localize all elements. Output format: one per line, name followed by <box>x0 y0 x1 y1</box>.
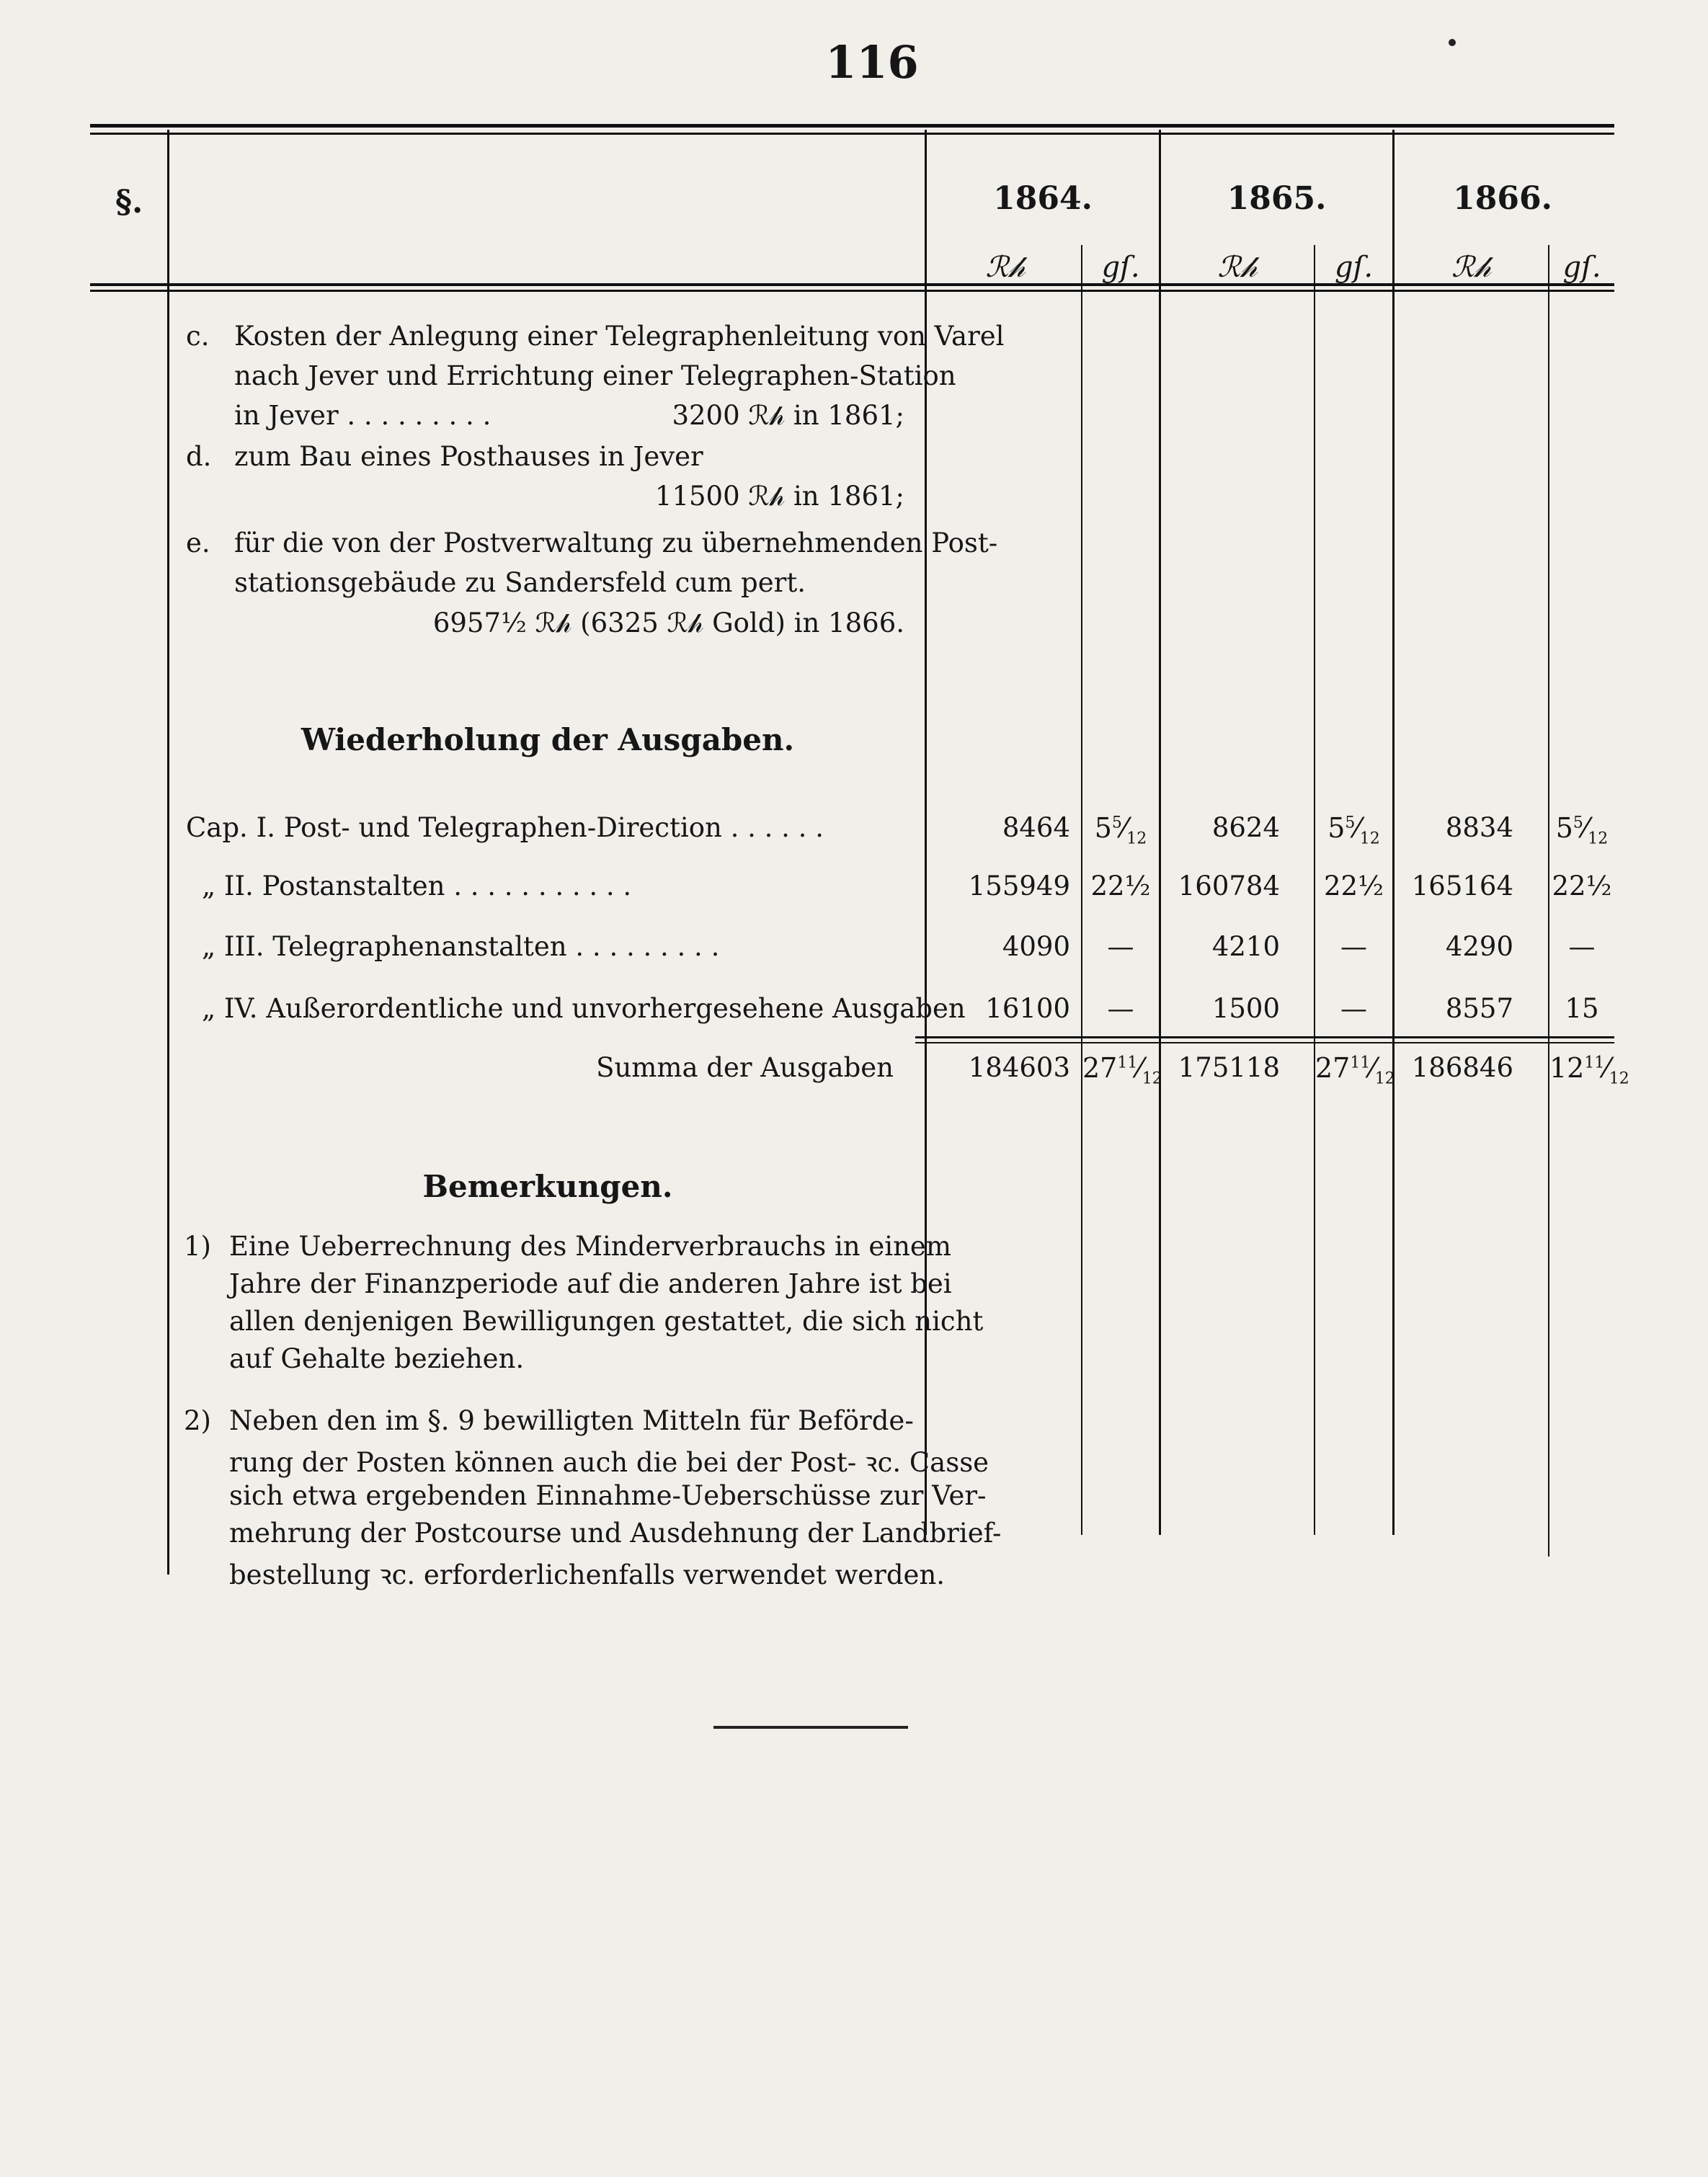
summary-row-1-v1865: 8624 <box>1211 812 1280 843</box>
remark-2-line-4: mehrung der Postcourse und Ausdehnung der Landbrief- <box>229 1518 1002 1549</box>
remark-2-line-3: sich etwa ergebenden Einnahme-Ueberschüsse zur Ver- <box>229 1480 987 1511</box>
end-rule <box>713 1726 908 1729</box>
header-rule-2 <box>90 290 1614 292</box>
item-c-line3-right: 3200 ℛ𝒽 in 1861; <box>672 400 904 431</box>
unit-groschen-1865: gſ. <box>1334 251 1374 284</box>
summary-row-3-g1866: — <box>1568 931 1596 962</box>
section-symbol: §. <box>115 184 143 221</box>
sum-rule-1866 <box>1395 1036 1614 1038</box>
summary-row-2-g1864: 22½ <box>1090 871 1151 901</box>
summary-row-3-g1864: — <box>1107 931 1134 962</box>
remark-2-line-1: Neben den im §. 9 bewilligten Mitteln für Beförde- <box>229 1405 914 1436</box>
sum-rule-1864 <box>915 1036 1160 1038</box>
item-e-line1: für die von der Postverwaltung zu übernehmenden Post- <box>234 527 998 558</box>
summary-row-1-label: Cap. I. Post- und Telegraphen-Direction . . . . . . <box>186 812 824 843</box>
top-rule-2 <box>90 133 1614 135</box>
total-v1865: 175118 <box>1178 1052 1280 1083</box>
item-d-line1: zum Bau eines Posthauses in Jever <box>234 441 703 472</box>
top-rule-1 <box>90 124 1614 128</box>
item-c-line1: Kosten der Anlegung einer Telegraphenleitung von Varel <box>234 321 1005 352</box>
summary-row-4-label: „ IV. Außerordentliche und unvorhergesehene Ausgaben <box>202 993 966 1024</box>
total-g1866: $12^{11}⁄_{12}$ <box>1549 1052 1629 1088</box>
summary-row-4-g1864: — <box>1107 993 1134 1024</box>
remark-2-line-2: rung der Posten können auch die bei der Post- ꝛc. Casse <box>229 1447 989 1478</box>
remarks-heading: Bemerkungen. <box>422 1169 673 1204</box>
summary-heading: Wiederholung der Ausgaben. <box>301 722 795 757</box>
year-1865: 1865. <box>1227 180 1327 217</box>
remark-1-line-4: auf Gehalte beziehen. <box>229 1343 525 1374</box>
summary-row-3-v1864: 4090 <box>1002 931 1070 962</box>
total-g1864: $27^{11}⁄_{12}$ <box>1082 1052 1162 1088</box>
total-label: Summa der Ausgaben <box>596 1052 894 1083</box>
summary-row-3-g1865: — <box>1340 931 1367 962</box>
year-1864: 1864. <box>993 180 1093 217</box>
item-c-line2: nach Jever und Errichtung einer Telegraphen-Station <box>234 360 956 391</box>
summary-row-1-g1866: $5^5⁄_{12}$ <box>1555 812 1609 848</box>
total-v1864: 184603 <box>968 1052 1070 1083</box>
unit-thaler-1864: ℛ𝒽 <box>985 251 1026 284</box>
summary-row-1-v1864: 8464 <box>1002 812 1070 843</box>
remark-1-line-3: allen denjenigen Bewilligungen gestattet, die sich nicht <box>229 1306 984 1337</box>
summary-row-4-v1864: 16100 <box>985 993 1070 1024</box>
remark-1-line-2: Jahre der Finanzperiode auf die anderen Jahre ist bei <box>229 1268 952 1299</box>
total-g1865: $27^{11}⁄_{12}$ <box>1315 1052 1395 1088</box>
summary-row-3-v1865: 4210 <box>1211 931 1280 962</box>
unit-thaler-1866: ℛ𝒽 <box>1451 251 1491 284</box>
unit-thaler-1865: ℛ𝒽 <box>1217 251 1258 284</box>
summary-row-2-label: „ II. Postanstalten . . . . . . . . . . . <box>202 871 632 901</box>
summary-row-2-v1865: 160784 <box>1178 871 1280 901</box>
col-line-section <box>167 130 169 1575</box>
summary-row-4-v1865: 1500 <box>1211 993 1280 1024</box>
sum-rule-1865b <box>1161 1042 1392 1043</box>
unit-groschen-1864: gſ. <box>1101 251 1140 284</box>
sum-rule-1865 <box>1161 1036 1392 1038</box>
item-e-line3: 6957½ ℛ𝒽 (6325 ℛ𝒽 Gold) in 1866. <box>432 607 904 638</box>
summary-row-4-g1865: — <box>1340 993 1367 1024</box>
page-number: 116 <box>825 36 919 89</box>
summary-row-2-v1866: 165164 <box>1411 871 1513 901</box>
item-d-line2: 11500 ℛ𝒽 in 1861; <box>654 481 904 512</box>
remark-1-number: 1) <box>184 1231 211 1262</box>
item-d-letter: d. <box>186 441 212 472</box>
unit-groschen-1866: gſ. <box>1562 251 1601 284</box>
summary-row-3-label: „ III. Telegraphenanstalten . . . . . . . . . <box>202 931 720 962</box>
remark-2-number: 2) <box>184 1405 211 1436</box>
summary-row-1-g1865: $5^5⁄_{12}$ <box>1327 812 1380 848</box>
summary-row-4-g1866: 15 <box>1565 993 1599 1024</box>
remark-2-line-5: bestellung ꝛc. erforderlichenfalls verwendet werden. <box>229 1559 946 1590</box>
item-e-letter: e. <box>186 527 210 558</box>
summary-row-2-g1866: 22½ <box>1552 871 1612 901</box>
remark-1-line-1: Eine Ueberrechnung des Minderverbrauchs in einem <box>229 1231 951 1262</box>
summary-row-2-v1864: 155949 <box>968 871 1070 901</box>
sum-rule-1864b <box>915 1042 1160 1043</box>
item-e-line2: stationsgebäude zu Sandersfeld cum pert. <box>234 567 806 598</box>
item-c-letter: c. <box>186 321 210 352</box>
summary-row-1-v1866: 8834 <box>1445 812 1513 843</box>
sum-rule-1866b <box>1395 1042 1614 1043</box>
summary-row-3-v1866: 4290 <box>1445 931 1513 962</box>
ink-speck <box>1449 39 1456 46</box>
summary-row-1-g1864: $5^5⁄_{12}$ <box>1094 812 1147 848</box>
total-v1866: 186846 <box>1411 1052 1513 1083</box>
item-c-line3-left: in Jever . . . . . . . . . <box>234 400 492 431</box>
summary-row-4-v1866: 8557 <box>1445 993 1513 1024</box>
year-1866: 1866. <box>1453 180 1552 217</box>
summary-row-2-g1865: 22½ <box>1324 871 1384 901</box>
